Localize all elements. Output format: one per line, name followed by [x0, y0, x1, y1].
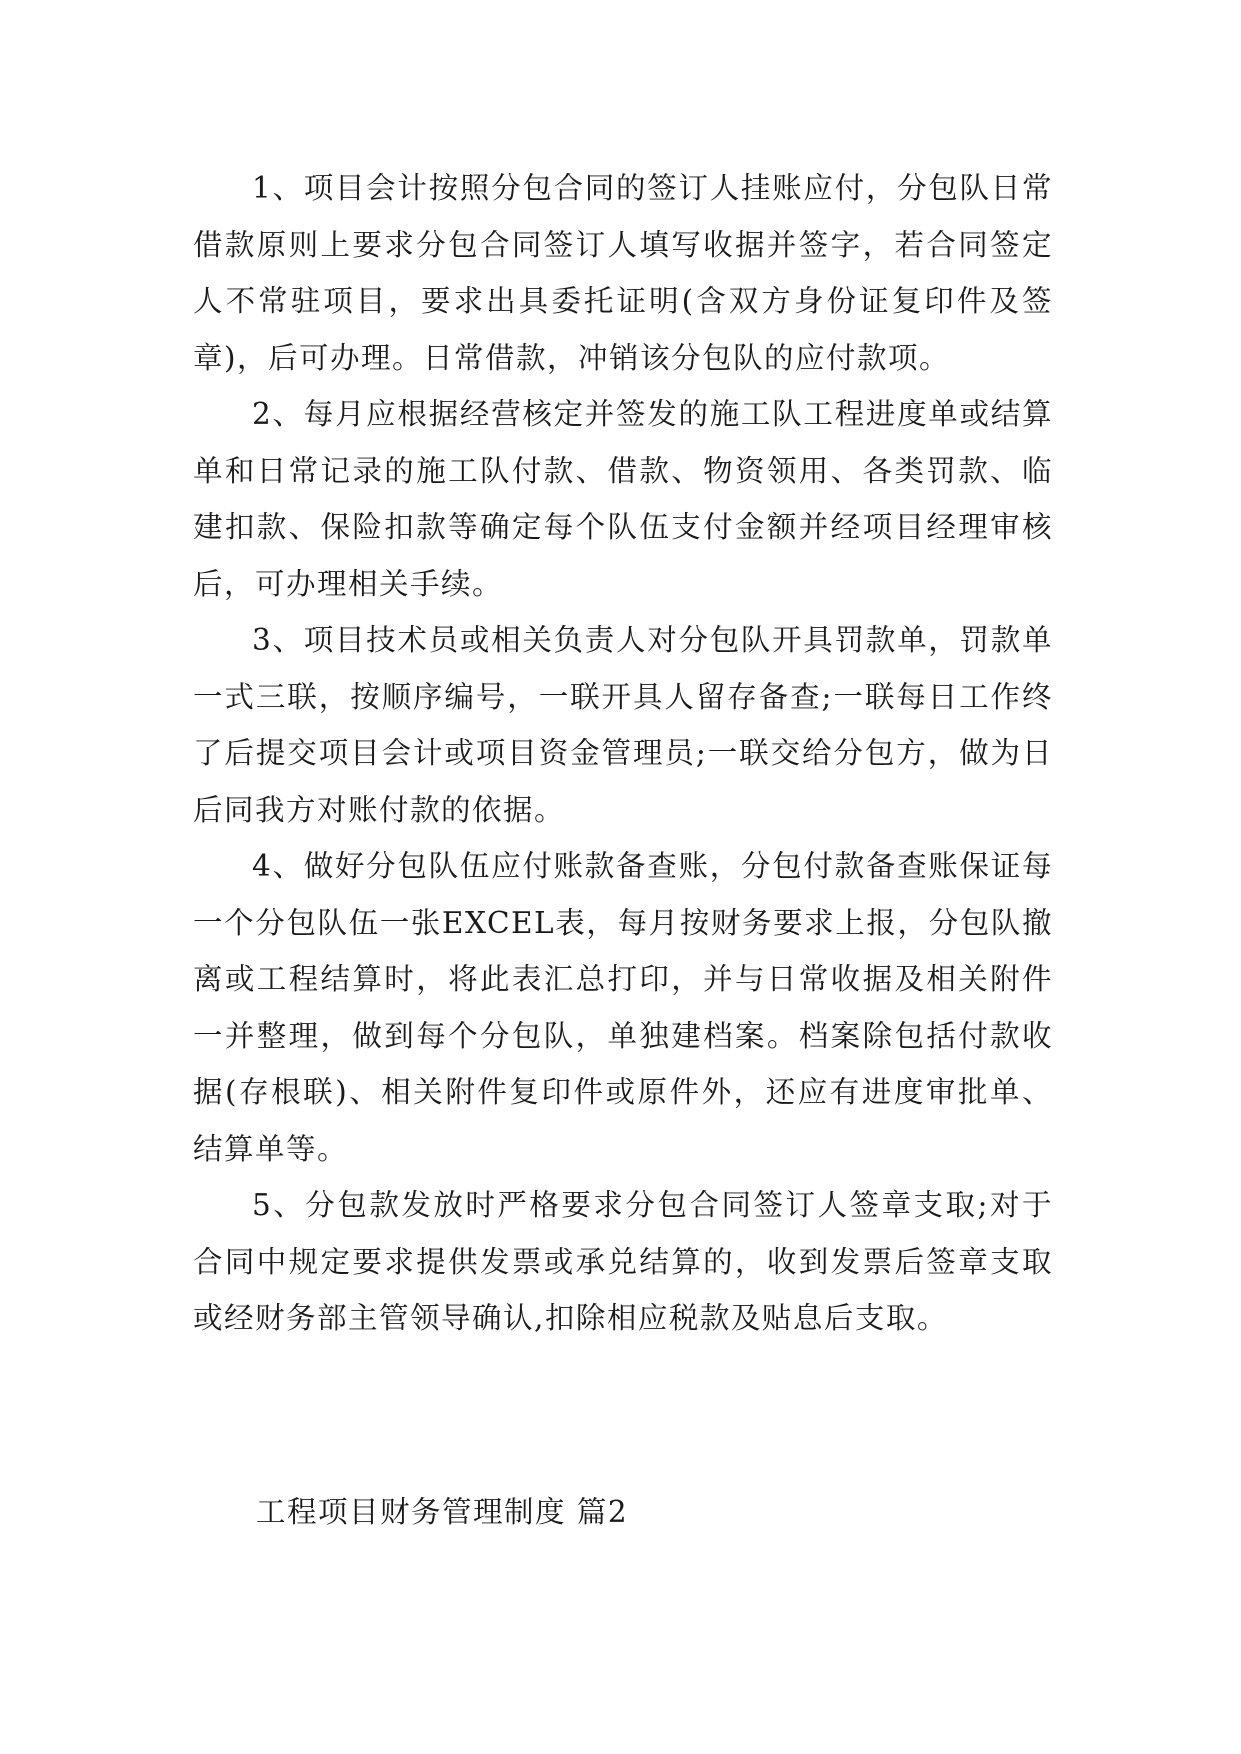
paragraph-1: 1、项目会计按照分包合同的签订人挂账应付，分包队日常借款原则上要求分包合同签订人填写收据并签字，若合同签定人不常驻项目，要求出具委托证明(含双方身份证复印件及签章)，后可办理。日常借款，冲销该分包队的应付款项。 [193, 171, 1053, 375]
paragraph-4: 4、做好分包队伍应付账款备查账，分包付款备查账保证每一个分包队伍一张EXCEL表，每月按财务要求上报，分包队撤离或工程结算时，将此表汇总打印，并与日常收据及相关附件一并整理，做到每个分包队，单独建档案。档案除包括付款收据(存根联)、相关附件复印件或原件外，还应有进度审批单、结算单等。 [193, 849, 1053, 1166]
paragraph-5: 5、分包款发放时严格要求分包合同签订人签章支取;对于合同中规定要求提供发票或承兑结算的，收到发票后签章支取或经财务部主管领导确认,扣除相应税款及贴息后支取。 [193, 1188, 1053, 1335]
paragraph-3: 3、项目技术员或相关负责人对分包队开具罚款单，罚款单一式三联，按顺序编号，一联开具人留存备查;一联每日工作终了后提交项目会计或项目资金管理员;一联交给分包方，做为日后同我方对账付款的依据。 [193, 623, 1053, 827]
document-body [193, 160, 1053, 1347]
paragraph-2: 2、每月应根据经营核定并签发的施工队工程进度单或结算单和日常记录的施工队付款、借款、物资领用、各类罚款、临建扣款、保险扣款等确定每个队伍支付金额并经项目经理审核后，可办理相关手续。 [193, 397, 1053, 601]
section-heading: 工程项目财务管理制度 篇2 [256, 1495, 629, 1529]
